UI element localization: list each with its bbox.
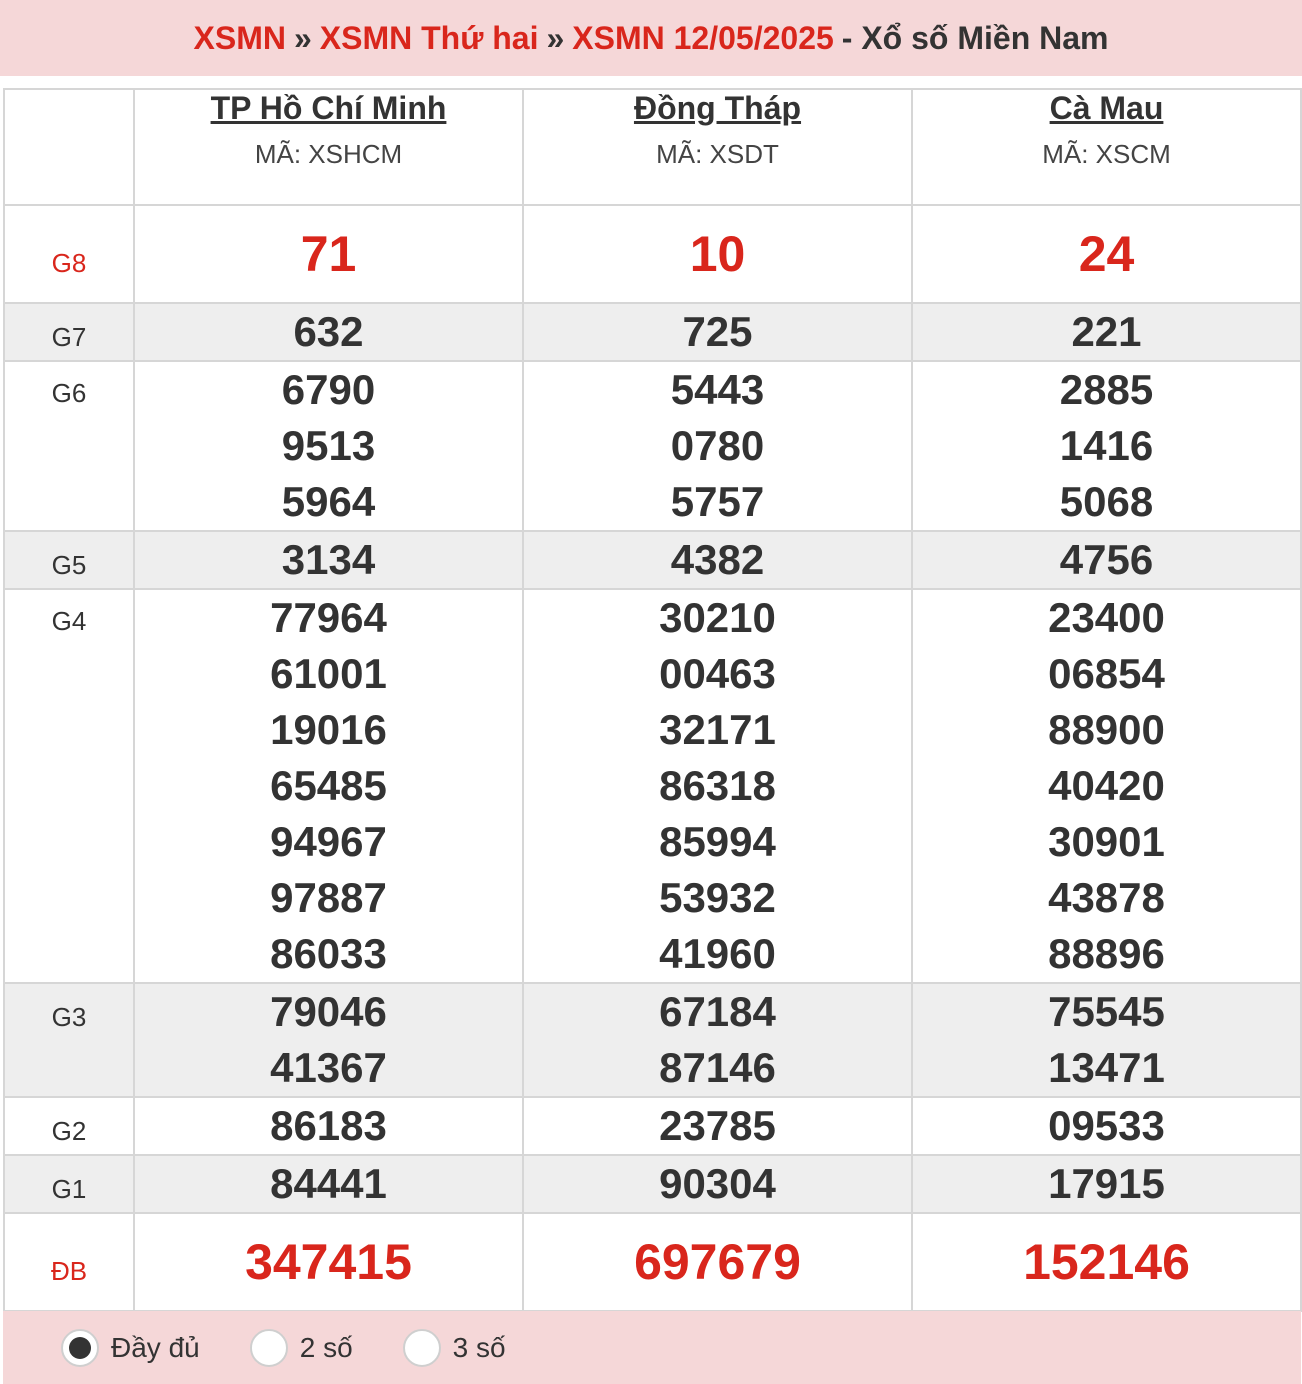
corner-cell [4,89,134,205]
option-full[interactable] [61,1329,200,1367]
prize-cell [134,205,523,303]
display-options-bar [3,1311,1301,1384]
prize-number: 4756 [1059,536,1154,583]
province-header [523,89,912,205]
province-link-ca-mau[interactable]: Cà Mau [1049,90,1164,126]
prize-number: 61001 [270,650,387,697]
prize-number: 152146 [1023,1234,1190,1290]
breadcrumb-separator: » [546,19,565,56]
prize-number: 13471 [1048,1044,1165,1091]
prize-number: 5757 [670,478,765,525]
prize-cell [523,303,912,361]
prize-number: 24 [1078,226,1135,282]
prize-cell [523,205,912,303]
province-header [134,89,523,205]
prize-number: 88900 [1048,706,1165,753]
prize-number: 90304 [659,1160,776,1207]
breadcrumb-separator: » [293,19,312,56]
province-link-dong-thap[interactable]: Đồng Tháp [633,90,802,126]
prize-label: G4 [4,589,134,983]
option-label: 3 số [452,1331,506,1363]
prize-row [4,303,1301,361]
prize-row [4,531,1301,589]
prize-label: G6 [4,361,134,531]
prize-number: 00463 [659,650,776,697]
prize-number: 19016 [270,706,387,753]
radio-selected-icon[interactable] [61,1329,99,1367]
prize-number: 632 [293,308,364,355]
prize-cell [912,983,1301,1097]
prize-label: G1 [4,1155,134,1213]
prize-number: 75545 [1048,988,1165,1035]
prize-label: G2 [4,1097,134,1155]
prize-number: 9513 [281,422,376,469]
prize-label: G5 [4,531,134,589]
prize-number: 77964 [270,594,387,641]
province-code: MÃ: XSCM [1042,139,1171,169]
option-label: 2 số [299,1331,353,1363]
prize-cell [912,303,1301,361]
prize-label: G7 [4,303,134,361]
breadcrumb-link-xsmn[interactable]: XSMN [193,19,286,56]
prize-number: 0780 [670,422,765,469]
prize-number: 5964 [281,478,376,525]
option-2-digits[interactable] [250,1329,353,1367]
prize-row [4,361,1301,531]
prize-number: 06854 [1048,650,1165,697]
prize-number: 41960 [659,930,776,977]
prize-cell [134,531,523,589]
prize-cell [134,1097,523,1155]
page-title: - Xổ số Miền Nam [841,19,1109,56]
prize-cell [134,983,523,1097]
prize-number: 5068 [1059,478,1154,525]
prize-number: 85994 [659,818,776,865]
prize-number: 30210 [659,594,776,641]
prize-cell [523,361,912,531]
prize-cell [523,1213,912,1311]
prize-number: 09533 [1048,1102,1165,1149]
prize-row [4,205,1301,303]
prize-cell [134,361,523,531]
prize-number: 23785 [659,1102,776,1149]
prize-number: 30901 [1048,818,1165,865]
breadcrumb-link-xsmn-date[interactable]: XSMN 12/05/2025 [572,19,834,56]
prize-cell [523,589,912,983]
prize-number: 97887 [270,874,387,921]
prize-row [4,589,1301,983]
prize-number: 65485 [270,762,387,809]
prize-cell [912,1155,1301,1213]
province-header [912,89,1301,205]
prize-label: G8 [4,205,134,303]
option-3-digits[interactable] [403,1329,506,1367]
prize-number: 43878 [1048,874,1165,921]
prize-number: 86318 [659,762,776,809]
prize-number: 67184 [659,988,776,1035]
prize-cell [912,361,1301,531]
prize-cell [912,589,1301,983]
prize-number: 53932 [659,874,776,921]
prize-cell [912,531,1301,589]
prize-number: 41367 [270,1044,387,1091]
prize-number: 3134 [281,536,376,583]
prize-number: 1416 [1059,422,1154,469]
province-code: MÃ: XSDT [656,139,779,169]
prize-row [4,1155,1301,1213]
prize-number: 17915 [1048,1160,1165,1207]
prize-number: 84441 [270,1160,387,1207]
prize-number: 725 [682,308,753,355]
prize-number: 79046 [270,988,387,1035]
prize-cell [134,589,523,983]
radio-icon[interactable] [403,1329,441,1367]
prize-row [4,983,1301,1097]
prize-number: 40420 [1048,762,1165,809]
prize-cell [523,1155,912,1213]
prize-cell [523,983,912,1097]
prize-number: 2885 [1059,366,1154,413]
prize-cell [134,303,523,361]
prize-cell [912,205,1301,303]
prize-cell [523,531,912,589]
prize-row [4,1097,1301,1155]
province-header-row [4,89,1301,205]
province-link-hcm[interactable]: TP Hồ Chí Minh [210,90,447,126]
prize-number: 221 [1071,308,1142,355]
prize-number: 4382 [670,536,765,583]
prize-number: 71 [300,226,357,282]
results-table [3,88,1302,1312]
prize-number: 10 [689,226,746,282]
province-code: MÃ: XSHCM [254,139,403,169]
prize-number: 697679 [634,1234,801,1290]
breadcrumb-link-xsmn-monday[interactable]: XSMN Thứ hai [319,19,539,56]
prize-number: 86033 [270,930,387,977]
prize-cell [134,1155,523,1213]
prize-number: 23400 [1048,594,1165,641]
prize-number: 94967 [270,818,387,865]
prize-number: 347415 [245,1234,412,1290]
prize-cell [912,1213,1301,1311]
option-label: Đầy đủ [111,1331,200,1363]
prize-label: ĐB [4,1213,134,1311]
radio-icon[interactable] [250,1329,288,1367]
prize-number: 6790 [281,366,376,413]
prize-number: 88896 [1048,930,1165,977]
prize-row [4,1213,1301,1311]
prize-label: G3 [4,983,134,1097]
breadcrumb [0,0,1302,76]
prize-cell [912,1097,1301,1155]
prize-number: 87146 [659,1044,776,1091]
prize-cell [523,1097,912,1155]
prize-number: 32171 [659,706,776,753]
prize-cell [134,1213,523,1311]
prize-number: 5443 [670,366,765,413]
prize-number: 86183 [270,1102,387,1149]
